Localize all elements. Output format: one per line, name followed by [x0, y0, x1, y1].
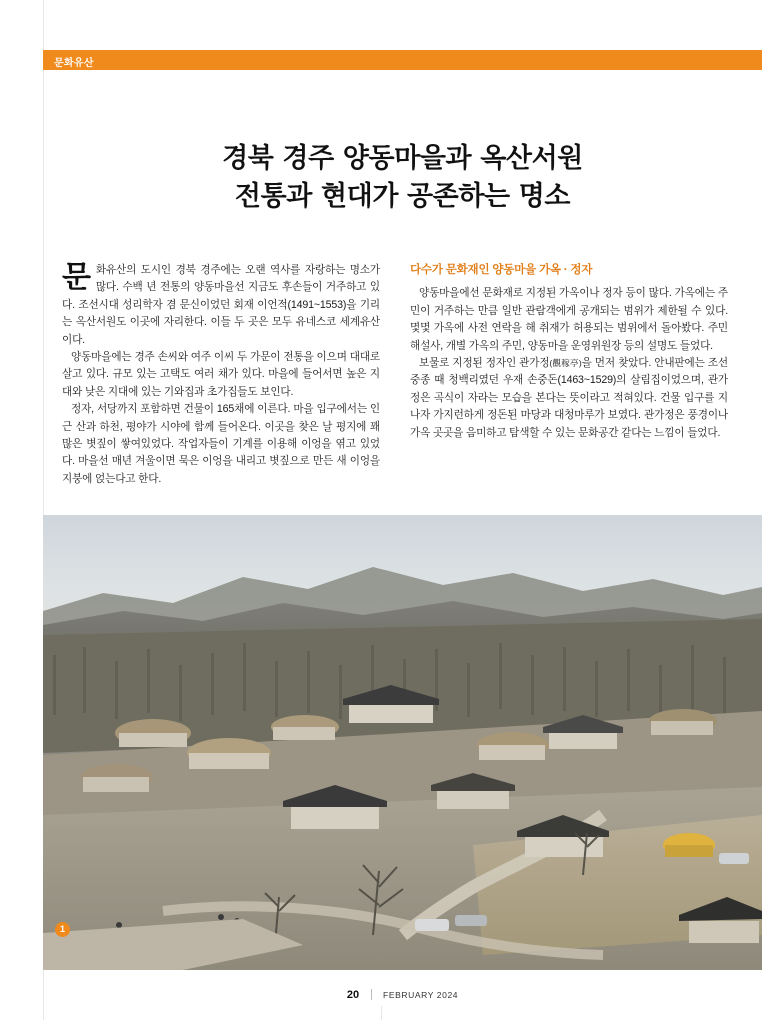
paragraph-text: 정자, 서당까지 포함하면 건물이 165채에 이른다. 마을 입구에서는 인근 산과 하천, 평야가 시야에 함께 들어온다. 이곳을 찾은 날 평지에 꽤 많은 볏짚이 쌓여있었다. 작업자들이 기계를 이용해 이엉을 엮고 있었다. 마을선 매년 겨울이면 묵은 이엉을 내리고 볏짚으로 만든 새 이엉을 지붕에 얹는다고 한다. [62, 403, 380, 485]
paragraph [410, 355, 728, 442]
section-subheading: 다수가 문화재인 양동마을 가옥 · 정자 [410, 264, 593, 276]
paragraph-text: 화유산의 도시인 경북 경주에는 오랜 역사를 자랑하는 명소가 많다. 수백 년 전통의 양동마을선 지금도 후손들이 거주하고 있다. 조선시대 성리학자 겸 문신이었던 회재 이언적(1491~1553)을 기리는 옥산서원도 이곳에 자리한다. 이들 두 곳은 모두 유네스코 세계유산이다. [62, 264, 380, 346]
village-photo [43, 515, 762, 970]
paragraph [410, 285, 728, 355]
drop-cap: 문 [62, 260, 91, 295]
page-number: 20 [346, 988, 360, 1001]
issue-date: FEBRUARY 2024 [383, 989, 459, 1000]
paragraph-text-before: 보물로 지정된 정자인 관가정 [419, 357, 550, 370]
category-bar [43, 50, 762, 70]
category-label: 문화유산 [54, 58, 94, 69]
page-footer [43, 986, 762, 1004]
footer-divider [371, 989, 372, 1000]
title-line-1: 경북 경주 양동마을과 옥산서원 [222, 143, 583, 174]
hanja-annotation: (觀稼亭) [549, 358, 582, 369]
right-text-column [410, 262, 728, 442]
paragraph-text-after: 을 먼저 찾았다. 안내판에는 조선 중종 때 청백리였던 우재 손중돈(1463~1529)의 살림집이었으며, 관가정은 곡식이 자라는 모습을 본다는 뜻이라고 적혀있다. 건물 입구를 지나자 가지런하게 정돈된 마당과 대청마루가 보였다. 관가정은 풍경이나 가옥 곳곳을 음미하고 탐색할 수 있는 문화공간 같다는 느낌이 들었다. [410, 357, 728, 439]
paragraph-text: 양동마을에는 경주 손씨와 여주 이씨 두 가문이 전통을 이으며 대대로 살고 있다. 규모 있는 고택도 여러 채가 있다. 마을에 들어서면 높은 지대와 낮은 지대에 있는 기와집과 초가집들도 보인다. [62, 351, 380, 398]
paragraph-text: 양동마을에선 문화재로 지정된 가옥이나 정자 등이 많다. 가옥에는 주민이 거주하는 만큼 일반 관람객에게 공개되는 범위가 제한될 수 있다. 몇몇 가옥에 사전 연락을 해 취재가 허용되는 범위에서 돌아봤다. 주민 해설사, 개별 가옥의 주민, 양동마을 운영위원장 등의 설명도 들었다. [410, 287, 728, 352]
title-line-2: 전통과 현대가 공존하는 명소 [234, 181, 571, 212]
photo-artwork [43, 515, 762, 970]
paragraph [62, 401, 380, 488]
page-title [43, 140, 762, 216]
footer-rule [381, 1006, 382, 1020]
paragraph [62, 262, 380, 349]
photo-caption-badge: 1 [55, 922, 70, 937]
paragraph [62, 349, 380, 401]
left-text-column [62, 262, 380, 488]
